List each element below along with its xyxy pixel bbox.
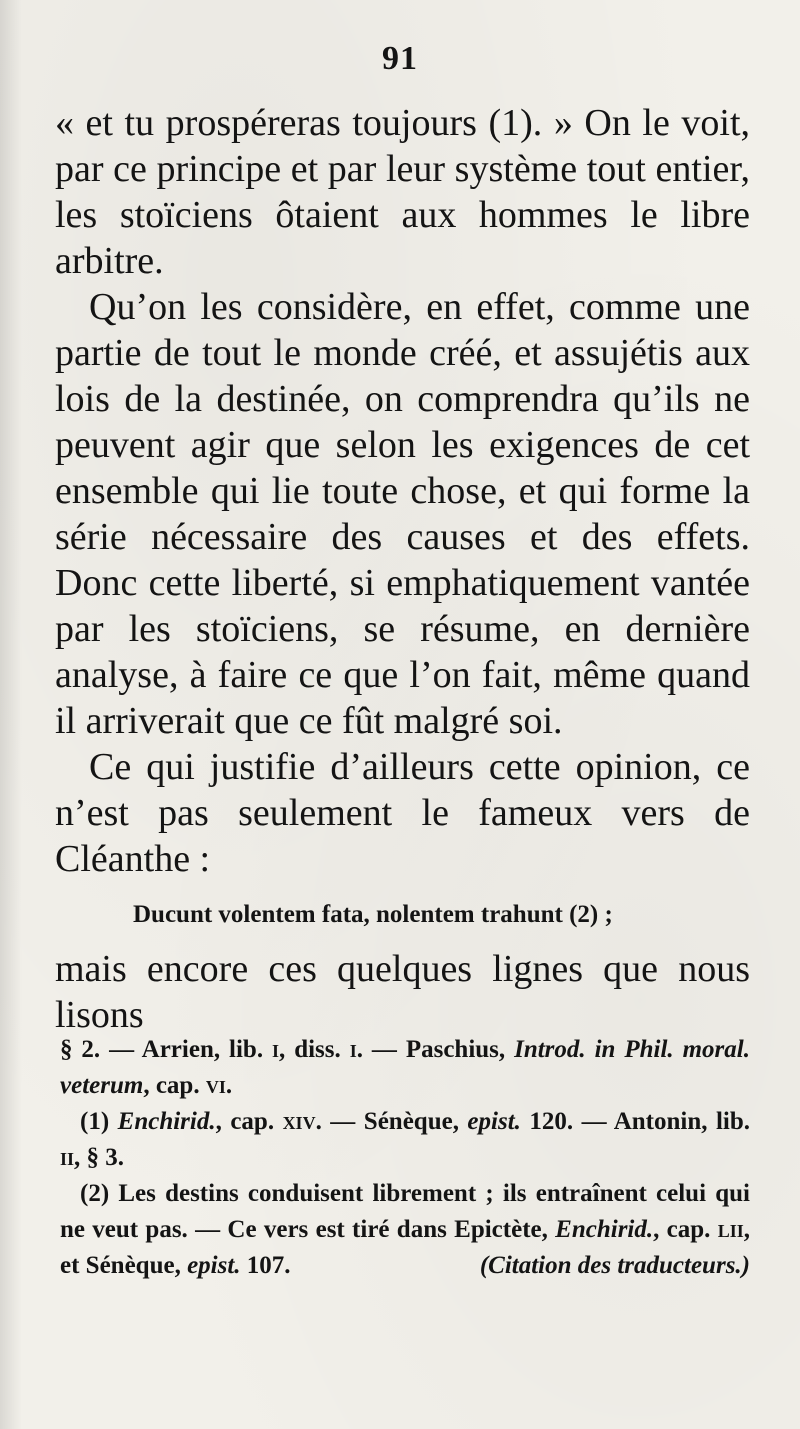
fn1-text-b: Enchirid.	[117, 1108, 216, 1135]
paragraph-3: Ce qui justifie d’ailleurs cette opinion, ce n’est pas seulement le fameux vers de Cléanthe :	[55, 746, 750, 880]
fn2-text-f: epist.	[187, 1252, 241, 1279]
fn0-text-i: .	[225, 1072, 233, 1099]
paragraph-2: Qu’on les considère, en effet, comme une partie de tout le monde créé, et assujétis aux lois de la destinée, on comprendra qu’ils ne peuvent agir que selon les exigences de cet ensemble qui lie toute chose, et qui forme la série nécessaire des causes et des effets. Donc cette liberté, si emphatiquement vantée par les stoïciens, se résume, en dernière analyse, à faire ce que l’on fait, même quand il arriverait que ce fût malgré soi.	[55, 286, 750, 742]
fn0-text-b: i	[272, 1036, 280, 1063]
fn2-text-g: 107.	[240, 1252, 291, 1279]
main-text	[55, 100, 750, 1038]
fn0-text-a: § 2. — Arrien, lib.	[60, 1036, 273, 1063]
fn1-text-c: , cap.	[215, 1108, 283, 1135]
fn0-text-g: , cap.	[143, 1072, 206, 1099]
fn0-text-c: , diss.	[279, 1036, 350, 1063]
paragraph-1: « et tu prospéreras toujours (1). » On le voit, par ce principe et par leur système tout entier, les stoïciens ôtaient aux hommes le libre arbitre.	[55, 102, 750, 282]
footnote-1	[60, 1104, 750, 1176]
fn1-text-e: . — Sénèque,	[315, 1108, 468, 1135]
latin-verse-quote: Ducunt volentem fata, nolentem trahunt (2) ;	[133, 901, 613, 928]
footnote-continued	[60, 1032, 750, 1104]
footnotes	[60, 1032, 750, 1284]
page-number: 91	[382, 40, 418, 77]
fn2-text-d: lii	[717, 1216, 744, 1243]
fn1-text-f: epist.	[467, 1108, 521, 1135]
footnote-2	[60, 1176, 750, 1284]
fn0-text-f: Introd. in Phil. moral. veterum	[60, 1036, 750, 1099]
fn1-text-h: ii	[60, 1144, 75, 1171]
fn1-text-a: (1)	[80, 1108, 118, 1135]
fn2-text-c: , cap.	[653, 1216, 718, 1243]
fn1-text-g: 120. — Antonin, lib.	[520, 1108, 751, 1135]
fn2-text-e: , et Sénèque,	[60, 1216, 750, 1279]
fn1-text-d: xiv	[282, 1108, 316, 1135]
fn2-text-b: Enchirid.	[555, 1216, 654, 1243]
paragraph-4: mais encore ces quelques lignes que nous lisons	[55, 948, 750, 1036]
fn0-text-d: i	[349, 1036, 357, 1063]
fn2-citation: (Citation des traducteurs.)	[479, 1252, 750, 1279]
fn0-text-h: vi	[205, 1072, 226, 1099]
fn0-text-e: . — Paschius,	[356, 1036, 515, 1063]
fn1-text-i: , § 3.	[74, 1144, 125, 1171]
fn2-text-a: (2) Les destins conduisent librement ; ils entraînent celui qui ne veut pas. — Ce vers est tiré dans Epictète,	[60, 1180, 750, 1243]
page-gutter-shadow	[0, 0, 22, 1429]
